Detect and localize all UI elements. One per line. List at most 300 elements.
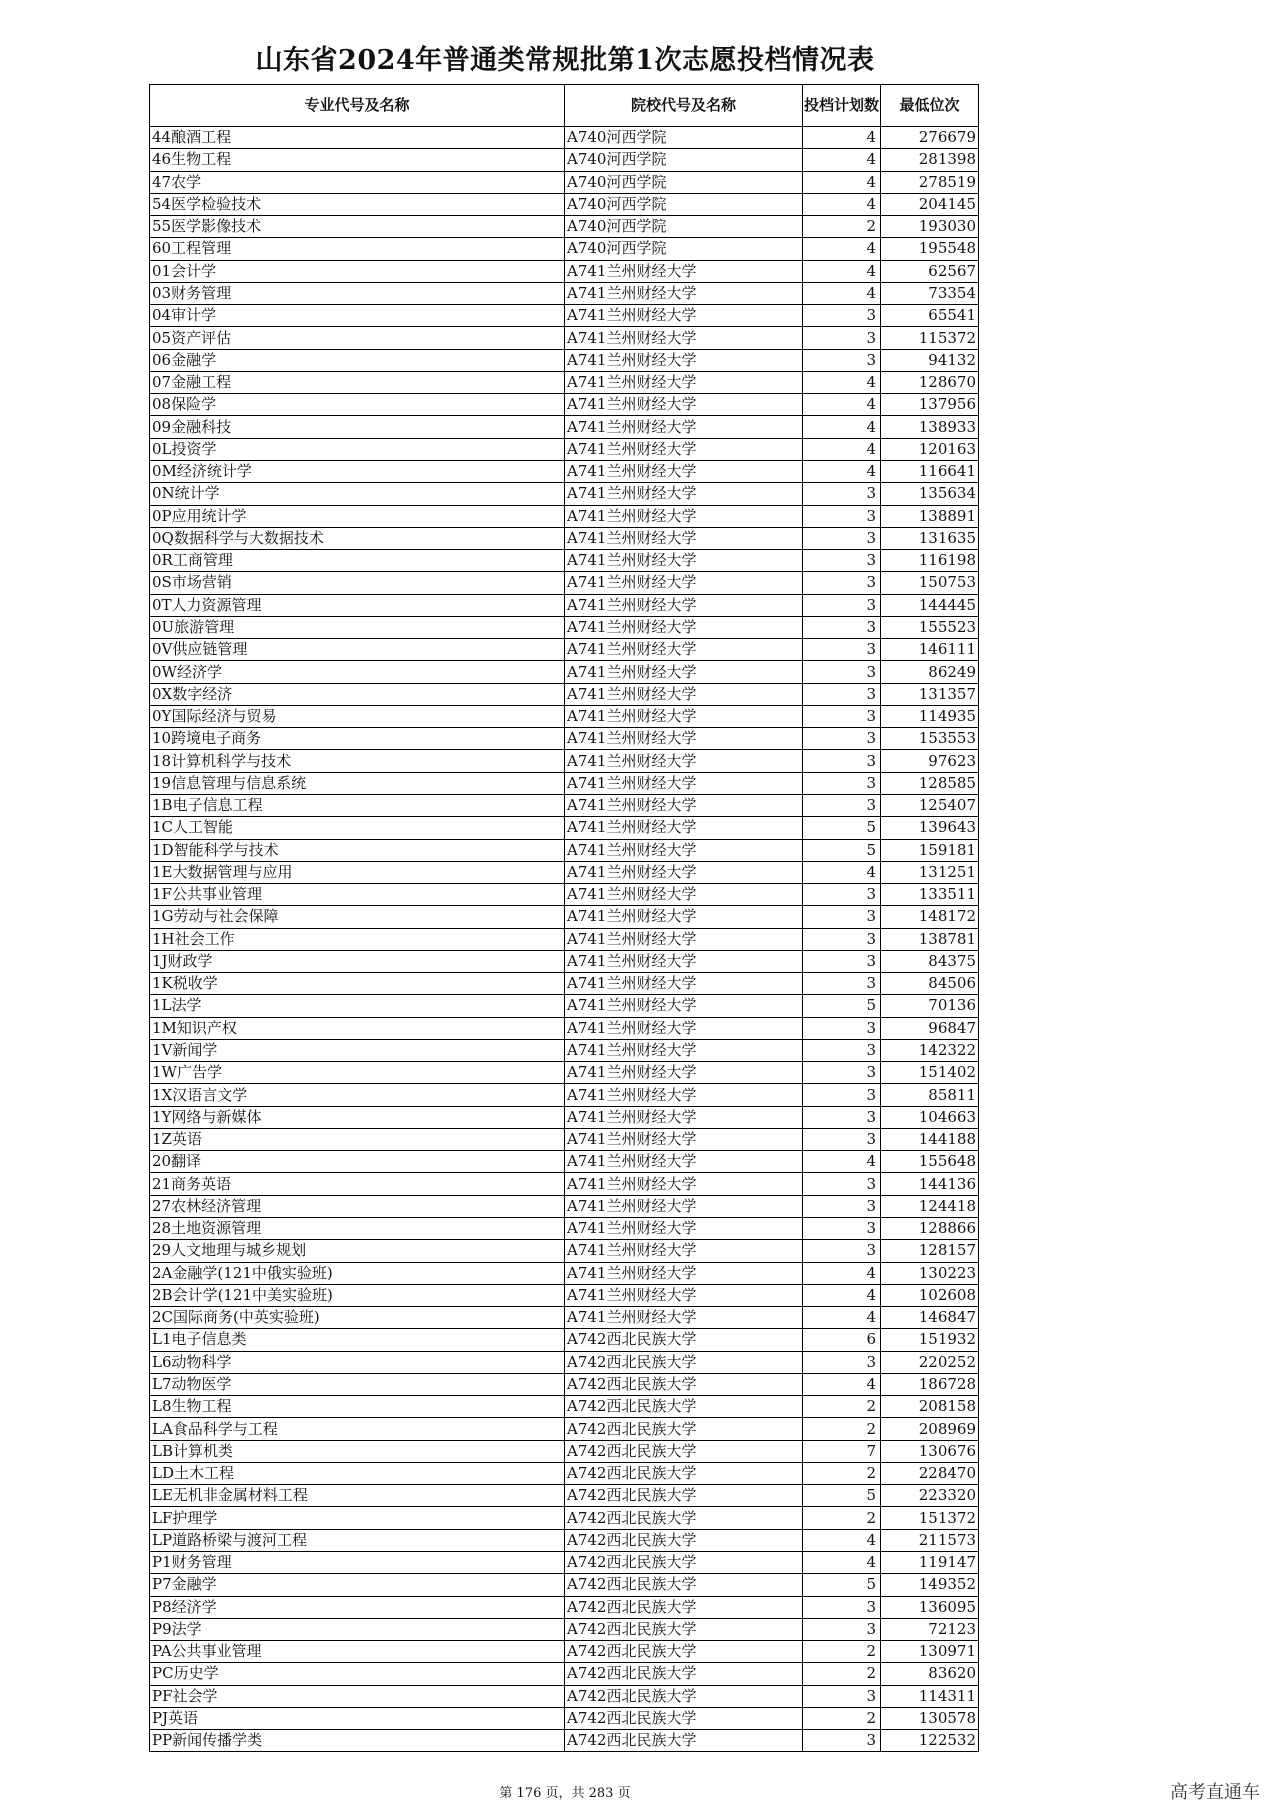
cell-min-rank: 70136 [881,995,979,1017]
cell-school: A741兰州财经大学 [565,1240,803,1262]
cell-plan-count: 3 [803,1128,881,1150]
cell-plan-count: 3 [803,1218,881,1240]
cell-plan-count: 4 [803,1307,881,1329]
cell-major: LP道路桥梁与渡河工程 [150,1529,565,1551]
cell-min-rank: 159181 [881,839,979,861]
cell-major: 04审计学 [150,305,565,327]
cell-min-rank: 204145 [881,193,979,215]
table-row [150,1128,979,1150]
cell-school: A742西北民族大学 [565,1373,803,1395]
cell-min-rank: 130578 [881,1707,979,1729]
cell-plan-count: 3 [803,550,881,572]
table-row [150,884,979,906]
table-row [150,1529,979,1551]
cell-min-rank: 128585 [881,772,979,794]
table-row [150,1440,979,1462]
cell-major: 1K税收学 [150,973,565,995]
cell-school: A741兰州财经大学 [565,1218,803,1240]
cell-min-rank: 128157 [881,1240,979,1262]
cell-major: 1L法学 [150,995,565,1017]
cell-plan-count: 4 [803,1284,881,1306]
table-row [150,728,979,750]
table-row [150,705,979,727]
table-row [150,505,979,527]
cell-major: 0W经济学 [150,661,565,683]
table-row [150,1574,979,1596]
cell-school: A741兰州财经大学 [565,594,803,616]
cell-school: A741兰州财经大学 [565,1262,803,1284]
table-row [150,349,979,371]
table-row [150,305,979,327]
cell-major: 1V新闻学 [150,1039,565,1061]
cell-min-rank: 155523 [881,616,979,638]
cell-major: 19信息管理与信息系统 [150,772,565,794]
header-major: 专业代号及名称 [150,85,565,127]
cell-major: 0P应用统计学 [150,505,565,527]
cell-school: A741兰州财经大学 [565,260,803,282]
cell-school: A741兰州财经大学 [565,1084,803,1106]
table-row [150,817,979,839]
cell-major: 1X汉语言文学 [150,1084,565,1106]
table-row [150,149,979,171]
cell-plan-count: 4 [803,171,881,193]
cell-school: A740河西学院 [565,171,803,193]
cell-min-rank: 281398 [881,149,979,171]
table-row [150,483,979,505]
cell-min-rank: 220252 [881,1351,979,1373]
cell-plan-count: 3 [803,1017,881,1039]
table-row [150,1641,979,1663]
table-row [150,1685,979,1707]
cell-school: A741兰州财经大学 [565,616,803,638]
cell-school: A741兰州财经大学 [565,1106,803,1128]
cell-min-rank: 62567 [881,260,979,282]
cell-school: A741兰州财经大学 [565,416,803,438]
cell-plan-count: 3 [803,1596,881,1618]
cell-min-rank: 138781 [881,928,979,950]
cell-major: 05资产评估 [150,327,565,349]
cell-plan-count: 2 [803,1663,881,1685]
cell-school: A741兰州财经大学 [565,794,803,816]
cell-major: 29人文地理与城乡规划 [150,1240,565,1262]
table-row [150,1418,979,1440]
cell-min-rank: 131635 [881,527,979,549]
cell-school: A741兰州财经大学 [565,817,803,839]
cell-min-rank: 144445 [881,594,979,616]
cell-min-rank: 151402 [881,1062,979,1084]
cell-min-rank: 122532 [881,1730,979,1752]
cell-plan-count: 2 [803,1418,881,1440]
cell-plan-count: 4 [803,371,881,393]
cell-major: 0N统计学 [150,483,565,505]
cell-min-rank: 116641 [881,460,979,482]
cell-plan-count: 4 [803,260,881,282]
cell-plan-count: 4 [803,460,881,482]
cell-min-rank: 131251 [881,861,979,883]
table-row [150,1485,979,1507]
cell-major: 1Y网络与新媒体 [150,1106,565,1128]
cell-min-rank: 144188 [881,1128,979,1150]
cell-min-rank: 136095 [881,1596,979,1618]
cell-school: A741兰州财经大学 [565,884,803,906]
cell-major: 1B电子信息工程 [150,794,565,816]
table-row [150,127,979,149]
cell-school: A742西北民族大学 [565,1618,803,1640]
cell-min-rank: 146847 [881,1307,979,1329]
header-rank: 最低位次 [881,85,979,127]
cell-major: P7金融学 [150,1574,565,1596]
cell-school: A741兰州财经大学 [565,928,803,950]
table-row [150,1730,979,1752]
cell-plan-count: 3 [803,1195,881,1217]
cell-min-rank: 149352 [881,1574,979,1596]
table-row [150,282,979,304]
cell-major: 0Q数据科学与大数据技术 [150,527,565,549]
cell-min-rank: 148172 [881,906,979,928]
cell-major: L6动物科学 [150,1351,565,1373]
cell-major: LE无机非金属材料工程 [150,1485,565,1507]
cell-plan-count: 4 [803,149,881,171]
cell-major: 46生物工程 [150,149,565,171]
cell-school: A741兰州财经大学 [565,683,803,705]
cell-plan-count: 3 [803,906,881,928]
cell-major: 2A金融学(121中俄实验班) [150,1262,565,1284]
cell-school: A741兰州财经大学 [565,1128,803,1150]
cell-min-rank: 115372 [881,327,979,349]
cell-plan-count: 5 [803,1485,881,1507]
table-row [150,772,979,794]
cell-major: 2B会计学(121中美实验班) [150,1284,565,1306]
cell-major: 0R工商管理 [150,550,565,572]
cell-min-rank: 151932 [881,1329,979,1351]
cell-major: LF护理学 [150,1507,565,1529]
cell-school: A742西北民族大学 [565,1440,803,1462]
table-row [150,1596,979,1618]
cell-plan-count: 3 [803,327,881,349]
cell-school: A740河西学院 [565,193,803,215]
cell-plan-count: 3 [803,772,881,794]
table-row [150,260,979,282]
cell-min-rank: 94132 [881,349,979,371]
cell-plan-count: 2 [803,1507,881,1529]
cell-school: A741兰州财经大学 [565,327,803,349]
cell-major: 03财务管理 [150,282,565,304]
cell-school: A742西北民族大学 [565,1485,803,1507]
admission-table-container [149,84,978,1752]
cell-school: A741兰州财经大学 [565,705,803,727]
cell-plan-count: 4 [803,1373,881,1395]
cell-major: P9法学 [150,1618,565,1640]
table-row [150,1084,979,1106]
cell-plan-count: 3 [803,884,881,906]
table-row [150,794,979,816]
cell-plan-count: 4 [803,127,881,149]
table-row [150,371,979,393]
watermark-text: 高考直通车 [1170,1782,1260,1803]
table-row [150,1106,979,1128]
cell-major: LB计算机类 [150,1440,565,1462]
cell-min-rank: 193030 [881,216,979,238]
cell-plan-count: 4 [803,282,881,304]
cell-major: L8生物工程 [150,1396,565,1418]
cell-plan-count: 3 [803,349,881,371]
cell-major: P8经济学 [150,1596,565,1618]
table-row [150,1462,979,1484]
table-row [150,1240,979,1262]
cell-school: A741兰州财经大学 [565,1173,803,1195]
cell-plan-count: 3 [803,527,881,549]
cell-school: A741兰州财经大学 [565,349,803,371]
cell-plan-count: 4 [803,394,881,416]
table-row [150,1351,979,1373]
cell-min-rank: 85811 [881,1084,979,1106]
page-number: 第 176 页，共 283 页 [499,1786,631,1801]
cell-school: A741兰州财经大学 [565,394,803,416]
cell-major: 0Y国际经济与贸易 [150,705,565,727]
cell-plan-count: 3 [803,1730,881,1752]
cell-school: A742西北民族大学 [565,1685,803,1707]
cell-min-rank: 131357 [881,683,979,705]
table-row [150,1284,979,1306]
cell-school: A742西北民族大学 [565,1507,803,1529]
cell-school: A742西北民族大学 [565,1529,803,1551]
cell-plan-count: 3 [803,728,881,750]
cell-major: 1F公共事业管理 [150,884,565,906]
cell-min-rank: 84506 [881,973,979,995]
cell-school: A742西北民族大学 [565,1574,803,1596]
cell-min-rank: 65541 [881,305,979,327]
cell-min-rank: 139643 [881,817,979,839]
cell-major: 1J财政学 [150,950,565,972]
table-row [150,1618,979,1640]
cell-min-rank: 124418 [881,1195,979,1217]
cell-school: A741兰州财经大学 [565,861,803,883]
cell-min-rank: 125407 [881,794,979,816]
cell-plan-count: 5 [803,1574,881,1596]
cell-major: 21商务英语 [150,1173,565,1195]
cell-major: 47农学 [150,171,565,193]
cell-min-rank: 195548 [881,238,979,260]
cell-school: A740河西学院 [565,127,803,149]
cell-school: A741兰州财经大学 [565,728,803,750]
cell-plan-count: 3 [803,1173,881,1195]
table-row [150,1218,979,1240]
table-row [150,1195,979,1217]
table-row [150,1307,979,1329]
cell-plan-count: 4 [803,1529,881,1551]
cell-plan-count: 3 [803,505,881,527]
cell-min-rank: 114935 [881,705,979,727]
table-row [150,527,979,549]
table-row [150,572,979,594]
table-row [150,416,979,438]
cell-major: 20翻译 [150,1151,565,1173]
table-row [150,995,979,1017]
cell-school: A741兰州财经大学 [565,483,803,505]
cell-plan-count: 3 [803,616,881,638]
cell-plan-count: 4 [803,416,881,438]
cell-min-rank: 130676 [881,1440,979,1462]
cell-school: A741兰州财经大学 [565,505,803,527]
cell-plan-count: 7 [803,1440,881,1462]
table-body [150,127,979,1752]
table-row [150,438,979,460]
table-row [150,1396,979,1418]
cell-major: 54医学检验技术 [150,193,565,215]
cell-major: 0M经济统计学 [150,460,565,482]
table-row [150,193,979,215]
cell-plan-count: 3 [803,594,881,616]
table-row [150,1707,979,1729]
cell-plan-count: 5 [803,839,881,861]
cell-school: A740河西学院 [565,238,803,260]
table-row [150,1262,979,1284]
cell-major: 28土地资源管理 [150,1218,565,1240]
cell-plan-count: 3 [803,1685,881,1707]
cell-min-rank: 144136 [881,1173,979,1195]
cell-plan-count: 3 [803,683,881,705]
cell-school: A742西北民族大学 [565,1462,803,1484]
table-row [150,394,979,416]
cell-major: P1财务管理 [150,1552,565,1574]
cell-plan-count: 3 [803,950,881,972]
cell-school: A741兰州财经大学 [565,639,803,661]
cell-plan-count: 4 [803,193,881,215]
cell-min-rank: 72123 [881,1618,979,1640]
table-row [150,839,979,861]
cell-major: 0L投资学 [150,438,565,460]
cell-min-rank: 223320 [881,1485,979,1507]
cell-plan-count: 3 [803,973,881,995]
cell-major: 1G劳动与社会保障 [150,906,565,928]
table-row [150,1039,979,1061]
cell-school: A741兰州财经大学 [565,305,803,327]
cell-major: 09金融科技 [150,416,565,438]
cell-major: PP新闻传播学类 [150,1730,565,1752]
cell-min-rank: 208158 [881,1396,979,1418]
cell-major: PF社会学 [150,1685,565,1707]
cell-plan-count: 3 [803,794,881,816]
cell-school: A741兰州财经大学 [565,950,803,972]
cell-plan-count: 2 [803,1462,881,1484]
cell-school: A741兰州财经大学 [565,906,803,928]
cell-school: A741兰州财经大学 [565,1039,803,1061]
cell-min-rank: 130971 [881,1641,979,1663]
cell-school: A742西北民族大学 [565,1596,803,1618]
cell-major: 1W广告学 [150,1062,565,1084]
cell-plan-count: 4 [803,238,881,260]
cell-major: L1电子信息类 [150,1329,565,1351]
table-row [150,906,979,928]
cell-major: 0X数字经济 [150,683,565,705]
cell-school: A741兰州财经大学 [565,572,803,594]
cell-plan-count: 3 [803,1351,881,1373]
cell-min-rank: 151372 [881,1507,979,1529]
table-row [150,327,979,349]
cell-plan-count: 2 [803,1641,881,1663]
cell-major: 07金融工程 [150,371,565,393]
cell-min-rank: 73354 [881,282,979,304]
cell-school: A741兰州财经大学 [565,1307,803,1329]
cell-school: A741兰州财经大学 [565,995,803,1017]
cell-plan-count: 3 [803,639,881,661]
cell-school: A741兰州财经大学 [565,973,803,995]
table-row [150,216,979,238]
table-row [150,594,979,616]
cell-min-rank: 276679 [881,127,979,149]
cell-major: 0T人力资源管理 [150,594,565,616]
table-row [150,1373,979,1395]
table-row [150,973,979,995]
cell-major: 27农林经济管理 [150,1195,565,1217]
cell-major: L7动物医学 [150,1373,565,1395]
cell-min-rank: 228470 [881,1462,979,1484]
cell-school: A741兰州财经大学 [565,750,803,772]
admission-table [149,84,979,1752]
cell-min-rank: 97623 [881,750,979,772]
cell-major: 08保险学 [150,394,565,416]
cell-min-rank: 128866 [881,1218,979,1240]
page-title: 山东省2024年普通类常规批第1次志愿投档情况表 [255,45,875,76]
table-row [150,550,979,572]
cell-school: A742西北民族大学 [565,1707,803,1729]
cell-major: 2C国际商务(中英实验班) [150,1307,565,1329]
cell-plan-count: 3 [803,1039,881,1061]
cell-school: A741兰州财经大学 [565,1017,803,1039]
cell-major: 0U旅游管理 [150,616,565,638]
table-row [150,861,979,883]
cell-school: A741兰州财经大学 [565,371,803,393]
cell-school: A741兰州财经大学 [565,661,803,683]
cell-plan-count: 4 [803,1262,881,1284]
table-row [150,1062,979,1084]
cell-major: 1Z英语 [150,1128,565,1150]
table-row [150,639,979,661]
cell-plan-count: 3 [803,705,881,727]
cell-min-rank: 138933 [881,416,979,438]
table-row [150,950,979,972]
cell-school: A742西北民族大学 [565,1730,803,1752]
cell-plan-count: 6 [803,1329,881,1351]
cell-plan-count: 3 [803,483,881,505]
cell-plan-count: 2 [803,1707,881,1729]
table-row [150,460,979,482]
cell-min-rank: 153553 [881,728,979,750]
cell-major: 0S市场营销 [150,572,565,594]
cell-plan-count: 3 [803,572,881,594]
cell-min-rank: 119147 [881,1552,979,1574]
table-row [150,1507,979,1529]
cell-major: LA食品科学与工程 [150,1418,565,1440]
cell-plan-count: 4 [803,1151,881,1173]
cell-major: 1M知识产权 [150,1017,565,1039]
table-row [150,1552,979,1574]
cell-school: A742西北民族大学 [565,1329,803,1351]
cell-min-rank: 137956 [881,394,979,416]
cell-school: A741兰州财经大学 [565,527,803,549]
table-row [150,1329,979,1351]
cell-min-rank: 130223 [881,1262,979,1284]
cell-min-rank: 128670 [881,371,979,393]
cell-major: 1C人工智能 [150,817,565,839]
cell-school: A741兰州财经大学 [565,772,803,794]
cell-school: A741兰州财经大学 [565,1151,803,1173]
cell-min-rank: 135634 [881,483,979,505]
cell-school: A742西北民族大学 [565,1552,803,1574]
cell-school: A742西北民族大学 [565,1396,803,1418]
cell-min-rank: 133511 [881,884,979,906]
cell-school: A741兰州财经大学 [565,460,803,482]
